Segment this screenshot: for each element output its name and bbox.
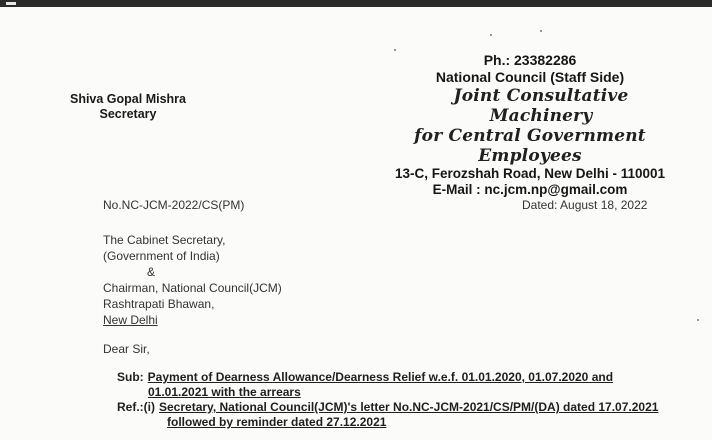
phone-number: Ph.: 23382286 bbox=[483, 52, 577, 68]
letter-date: Dated: August 18, 2022 bbox=[522, 198, 648, 212]
reference-text-cont: followed by reminder dated 27.12.2021 bbox=[167, 415, 387, 429]
email-address: E-Mail : nc.jcm.np@gmail.com bbox=[432, 182, 628, 197]
sender-block bbox=[58, 92, 198, 122]
letterhead bbox=[380, 52, 680, 198]
subject-block bbox=[117, 370, 687, 430]
recipient-city: New Delhi bbox=[103, 313, 158, 327]
sender-name: Shiva Gopal Mishra bbox=[69, 92, 186, 106]
recipient-address bbox=[103, 232, 282, 328]
employees-script-line: for Central Government Employees bbox=[414, 126, 646, 166]
subject-text-cont: 01.01.2021 with the arrears bbox=[148, 385, 301, 399]
office-address: 13-C, Ferozshah Road, New Delhi - 110001 bbox=[394, 166, 666, 181]
council-name: National Council (Staff Side) bbox=[435, 69, 625, 85]
jcm-script-line: Joint Consultative Machinery bbox=[453, 86, 629, 126]
reference-number: No.NC-JCM-2022/CS(PM) bbox=[103, 198, 245, 212]
reference-text: Secretary, National Council(JCM)'s letter No.NC-JCM-2021/CS/PM/(DA) dated 17.07.2021 bbox=[159, 400, 659, 414]
subject-label: Sub: bbox=[117, 370, 144, 384]
recipient-line: The Cabinet Secretary, bbox=[103, 233, 226, 247]
scan-speck bbox=[540, 30, 542, 32]
scan-speck bbox=[697, 319, 699, 321]
scan-speck bbox=[490, 34, 492, 36]
scan-top-band bbox=[0, 0, 712, 7]
recipient-line: Chairman, National Council(JCM) bbox=[103, 281, 282, 295]
recipient-ampersand: & bbox=[147, 265, 156, 279]
sender-title: Secretary bbox=[99, 107, 157, 121]
scan-speck bbox=[394, 49, 396, 51]
salutation: Dear Sir, bbox=[103, 342, 150, 356]
scan-mark bbox=[6, 2, 16, 5]
recipient-line: Rashtrapati Bhawan, bbox=[103, 297, 215, 311]
recipient-line: (Government of India) bbox=[103, 249, 220, 263]
reference-label: Ref.:(i) bbox=[117, 400, 155, 414]
subject-text: Payment of Dearness Allowance/Dearness Relief w.e.f. 01.01.2020, 01.07.2020 and bbox=[147, 370, 614, 384]
